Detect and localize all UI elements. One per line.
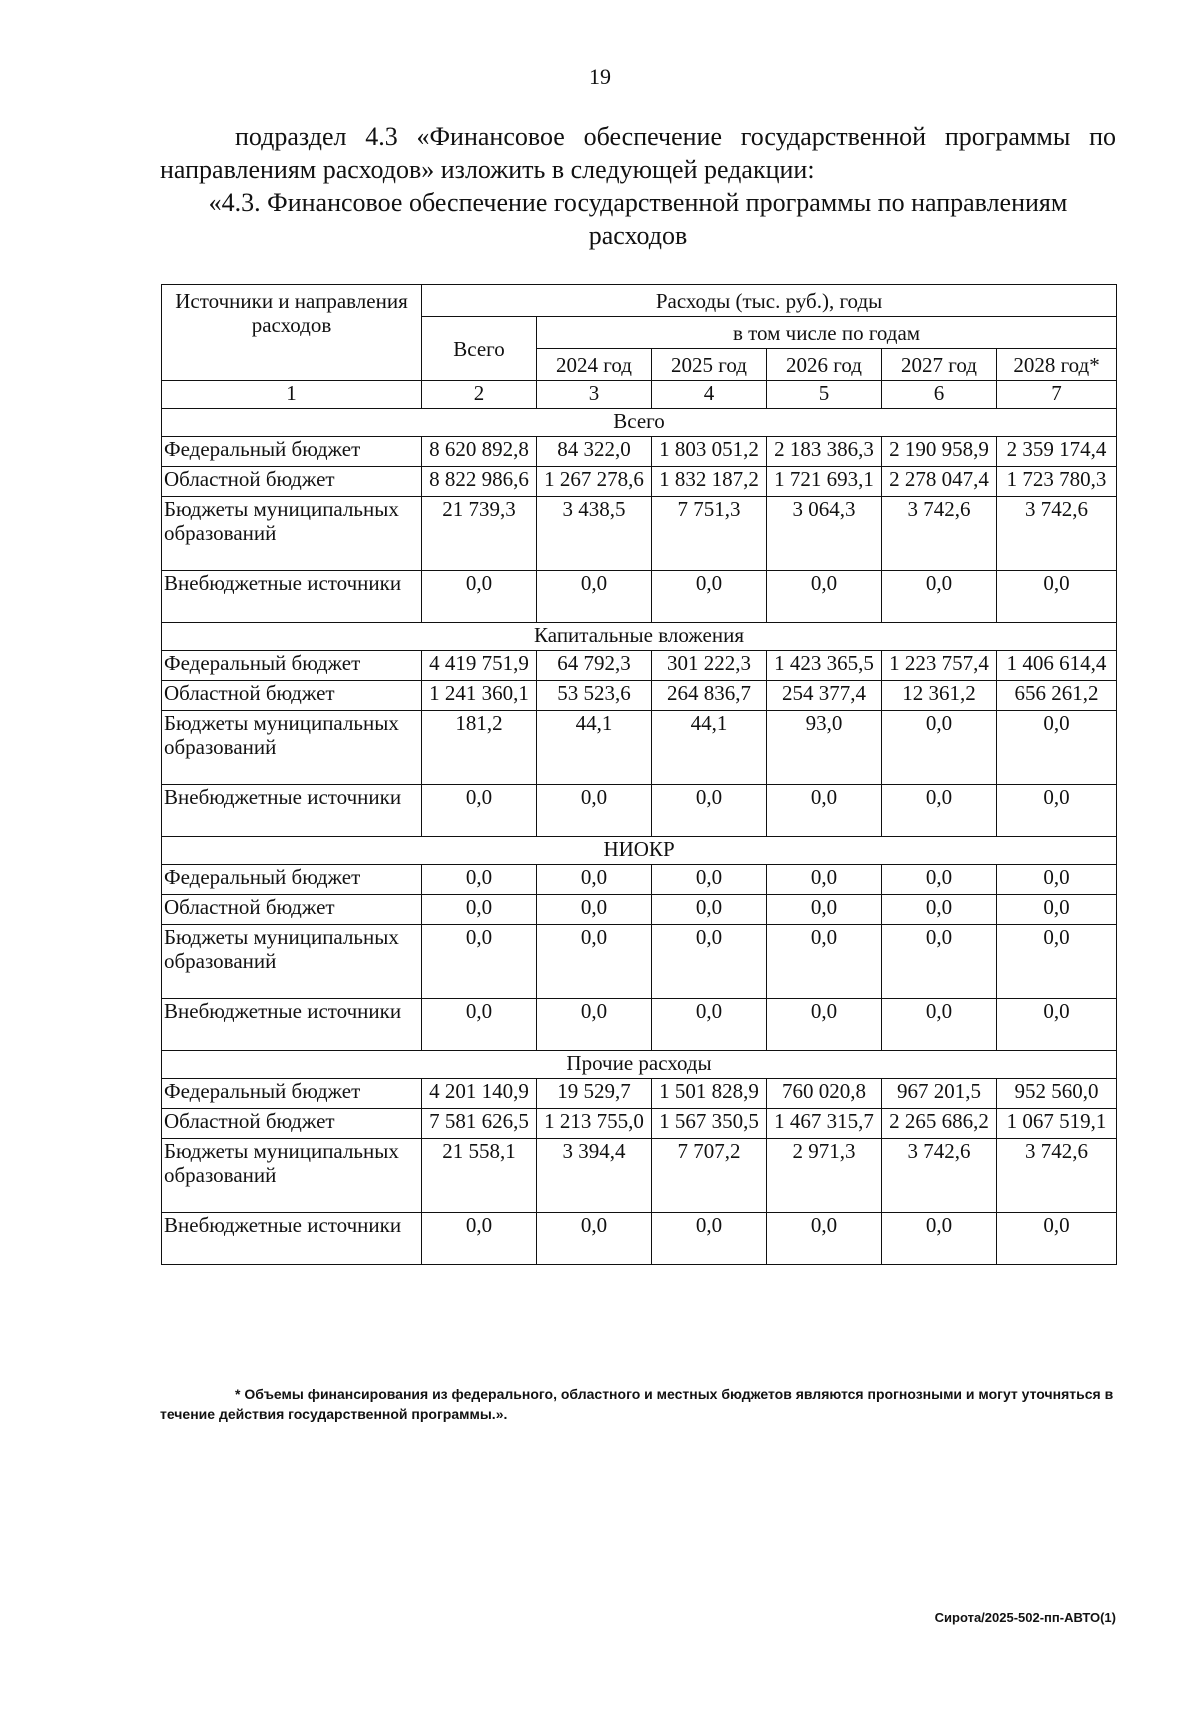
header-expenses: Расходы (тыс. руб.), годы xyxy=(422,285,1117,317)
source-cell: Бюджеты муниципальных образований xyxy=(162,1139,422,1213)
year-value-cell: 3 394,4 xyxy=(537,1139,652,1213)
year-value-cell: 19 529,7 xyxy=(537,1079,652,1109)
column-number: 2 xyxy=(422,381,537,409)
year-value-cell: 1 832 187,2 xyxy=(652,467,767,497)
source-cell: Областной бюджет xyxy=(162,895,422,925)
year-value-cell: 760 020,8 xyxy=(767,1079,882,1109)
document-code: Сирота/2025-502-пп-АВТО(1) xyxy=(934,1610,1116,1625)
year-value-cell: 301 222,3 xyxy=(652,651,767,681)
header-by-years: в том числе по годам xyxy=(537,317,1117,349)
header-sources: Источники и направления расходов xyxy=(162,285,422,381)
total-value-cell: 8 620 892,8 xyxy=(422,437,537,467)
year-value-cell: 0,0 xyxy=(652,785,767,837)
total-value-cell: 0,0 xyxy=(422,925,537,999)
year-value-cell: 53 523,6 xyxy=(537,681,652,711)
year-value-cell: 7 751,3 xyxy=(652,497,767,571)
year-value-cell: 0,0 xyxy=(882,785,997,837)
header-year-2026: 2026 год xyxy=(767,349,882,381)
year-value-cell: 0,0 xyxy=(882,999,997,1051)
year-value-cell: 0,0 xyxy=(652,925,767,999)
year-value-cell: 3 064,3 xyxy=(767,497,882,571)
year-value-cell: 0,0 xyxy=(767,895,882,925)
year-value-cell: 2 359 174,4 xyxy=(997,437,1117,467)
year-value-cell: 64 792,3 xyxy=(537,651,652,681)
table-row xyxy=(162,895,1117,925)
total-value-cell: 21 558,1 xyxy=(422,1139,537,1213)
total-value-cell: 1 241 360,1 xyxy=(422,681,537,711)
total-value-cell: 0,0 xyxy=(422,895,537,925)
year-value-cell: 0,0 xyxy=(997,925,1117,999)
year-value-cell: 0,0 xyxy=(652,865,767,895)
year-value-cell: 44,1 xyxy=(652,711,767,785)
year-value-cell: 2 190 958,9 xyxy=(882,437,997,467)
year-value-cell: 1 267 278,6 xyxy=(537,467,652,497)
source-cell: Федеральный бюджет xyxy=(162,865,422,895)
year-value-cell: 3 742,6 xyxy=(882,1139,997,1213)
footnote-text: * Объемы финансирования из федерального, областного и местных бюджетов являются прогнозными и могут уточняться в течение действия государственной программы.». xyxy=(160,1386,1114,1422)
section-heading: «4.3. Финансовое обеспечение государственной программы по направлениям расходов xyxy=(208,188,1068,250)
year-value-cell: 0,0 xyxy=(882,711,997,785)
table-row xyxy=(162,785,1117,837)
year-value-cell: 0,0 xyxy=(997,785,1117,837)
intro-paragraph: подраздел 4.3 «Финансовое обеспечение государственной программы по направлениям расходов» изложить в следующей редакции: xyxy=(160,122,1116,184)
year-value-cell: 12 361,2 xyxy=(882,681,997,711)
footnote xyxy=(160,1384,1116,1424)
source-cell: Бюджеты муниципальных образований xyxy=(162,497,422,571)
total-value-cell: 0,0 xyxy=(422,571,537,623)
header-year-2028: 2028 год* xyxy=(997,349,1117,381)
year-value-cell: 2 971,3 xyxy=(767,1139,882,1213)
total-value-cell: 0,0 xyxy=(422,999,537,1051)
header-year-2025: 2025 год xyxy=(652,349,767,381)
total-value-cell: 4 201 140,9 xyxy=(422,1079,537,1109)
year-value-cell: 0,0 xyxy=(767,1213,882,1265)
year-value-cell: 0,0 xyxy=(652,895,767,925)
year-value-cell: 0,0 xyxy=(537,895,652,925)
year-value-cell: 93,0 xyxy=(767,711,882,785)
year-value-cell: 44,1 xyxy=(537,711,652,785)
year-value-cell: 0,0 xyxy=(767,925,882,999)
column-number: 7 xyxy=(997,381,1117,409)
year-value-cell: 0,0 xyxy=(997,999,1117,1051)
column-number: 1 xyxy=(162,381,422,409)
source-cell: Внебюджетные источники xyxy=(162,785,422,837)
source-cell: Внебюджетные источники xyxy=(162,1213,422,1265)
header-year-2024: 2024 год xyxy=(537,349,652,381)
total-value-cell: 8 822 986,6 xyxy=(422,467,537,497)
total-value-cell: 0,0 xyxy=(422,785,537,837)
year-value-cell: 1 406 614,4 xyxy=(997,651,1117,681)
section-title: НИОКР xyxy=(162,837,1117,865)
total-value-cell: 181,2 xyxy=(422,711,537,785)
column-number: 3 xyxy=(537,381,652,409)
year-value-cell: 1 721 693,1 xyxy=(767,467,882,497)
year-value-cell: 0,0 xyxy=(882,571,997,623)
total-value-cell: 0,0 xyxy=(422,1213,537,1265)
table-row xyxy=(162,467,1117,497)
year-value-cell: 656 261,2 xyxy=(997,681,1117,711)
section-row xyxy=(162,837,1117,865)
year-value-cell: 1 723 780,3 xyxy=(997,467,1117,497)
section-row xyxy=(162,1051,1117,1079)
total-value-cell: 21 739,3 xyxy=(422,497,537,571)
year-value-cell: 1 803 051,2 xyxy=(652,437,767,467)
year-value-cell: 1 223 757,4 xyxy=(882,651,997,681)
year-value-cell: 1 467 315,7 xyxy=(767,1109,882,1139)
year-value-cell: 0,0 xyxy=(537,925,652,999)
source-cell: Областной бюджет xyxy=(162,467,422,497)
year-value-cell: 0,0 xyxy=(767,999,882,1051)
year-value-cell: 0,0 xyxy=(537,1213,652,1265)
source-cell: Федеральный бюджет xyxy=(162,651,422,681)
intro-text xyxy=(160,120,1116,252)
year-value-cell: 3 438,5 xyxy=(537,497,652,571)
table-row xyxy=(162,437,1117,467)
year-value-cell: 1 213 755,0 xyxy=(537,1109,652,1139)
table-row xyxy=(162,497,1117,571)
source-cell: Внебюджетные источники xyxy=(162,999,422,1051)
year-value-cell: 952 560,0 xyxy=(997,1079,1117,1109)
section-title: Прочие расходы xyxy=(162,1051,1117,1079)
source-cell: Федеральный бюджет xyxy=(162,437,422,467)
source-cell: Областной бюджет xyxy=(162,681,422,711)
year-value-cell: 0,0 xyxy=(882,1213,997,1265)
table-row xyxy=(162,681,1117,711)
column-number: 6 xyxy=(882,381,997,409)
year-value-cell: 84 322,0 xyxy=(537,437,652,467)
year-value-cell: 0,0 xyxy=(652,1213,767,1265)
year-value-cell: 0,0 xyxy=(537,571,652,623)
year-value-cell: 0,0 xyxy=(537,999,652,1051)
table-row xyxy=(162,1079,1117,1109)
table-body xyxy=(162,409,1117,1265)
year-value-cell: 0,0 xyxy=(997,1213,1117,1265)
year-value-cell: 254 377,4 xyxy=(767,681,882,711)
year-value-cell: 3 742,6 xyxy=(882,497,997,571)
year-value-cell: 0,0 xyxy=(997,865,1117,895)
table-row xyxy=(162,865,1117,895)
table-row xyxy=(162,1139,1117,1213)
table-row xyxy=(162,1109,1117,1139)
total-value-cell: 4 419 751,9 xyxy=(422,651,537,681)
section-row xyxy=(162,409,1117,437)
year-value-cell: 3 742,6 xyxy=(997,497,1117,571)
year-value-cell: 0,0 xyxy=(767,865,882,895)
year-value-cell: 0,0 xyxy=(537,785,652,837)
year-value-cell: 264 836,7 xyxy=(652,681,767,711)
table-row xyxy=(162,711,1117,785)
year-value-cell: 1 567 350,5 xyxy=(652,1109,767,1139)
year-value-cell: 2 265 686,2 xyxy=(882,1109,997,1139)
year-value-cell: 0,0 xyxy=(997,571,1117,623)
table-row xyxy=(162,925,1117,999)
page-number: 19 xyxy=(589,64,611,89)
source-cell: Бюджеты муниципальных образований xyxy=(162,925,422,999)
financing-table-wrapper xyxy=(161,284,1116,1265)
column-number: 5 xyxy=(767,381,882,409)
section-title: Капитальные вложения xyxy=(162,623,1117,651)
year-value-cell: 967 201,5 xyxy=(882,1079,997,1109)
year-value-cell: 0,0 xyxy=(652,999,767,1051)
year-value-cell: 3 742,6 xyxy=(997,1139,1117,1213)
column-number: 4 xyxy=(652,381,767,409)
source-cell: Внебюджетные источники xyxy=(162,571,422,623)
header-total: Всего xyxy=(422,317,537,381)
section-title: Всего xyxy=(162,409,1117,437)
total-value-cell: 7 581 626,5 xyxy=(422,1109,537,1139)
year-value-cell: 0,0 xyxy=(767,571,882,623)
source-cell: Областной бюджет xyxy=(162,1109,422,1139)
table-row xyxy=(162,1213,1117,1265)
section-row xyxy=(162,623,1117,651)
year-value-cell: 1 423 365,5 xyxy=(767,651,882,681)
total-value-cell: 0,0 xyxy=(422,865,537,895)
year-value-cell: 0,0 xyxy=(997,895,1117,925)
year-value-cell: 1 501 828,9 xyxy=(652,1079,767,1109)
year-value-cell: 7 707,2 xyxy=(652,1139,767,1213)
table-row xyxy=(162,571,1117,623)
year-value-cell: 0,0 xyxy=(537,865,652,895)
year-value-cell: 2 183 386,3 xyxy=(767,437,882,467)
year-value-cell: 0,0 xyxy=(882,925,997,999)
header-year-2027: 2027 год xyxy=(882,349,997,381)
source-cell: Федеральный бюджет xyxy=(162,1079,422,1109)
year-value-cell: 0,0 xyxy=(997,711,1117,785)
year-value-cell: 0,0 xyxy=(882,895,997,925)
table-row xyxy=(162,651,1117,681)
source-cell: Бюджеты муниципальных образований xyxy=(162,711,422,785)
year-value-cell: 2 278 047,4 xyxy=(882,467,997,497)
year-value-cell: 0,0 xyxy=(652,571,767,623)
financing-table xyxy=(161,284,1117,1265)
year-value-cell: 0,0 xyxy=(882,865,997,895)
table-row xyxy=(162,999,1117,1051)
year-value-cell: 0,0 xyxy=(767,785,882,837)
year-value-cell: 1 067 519,1 xyxy=(997,1109,1117,1139)
